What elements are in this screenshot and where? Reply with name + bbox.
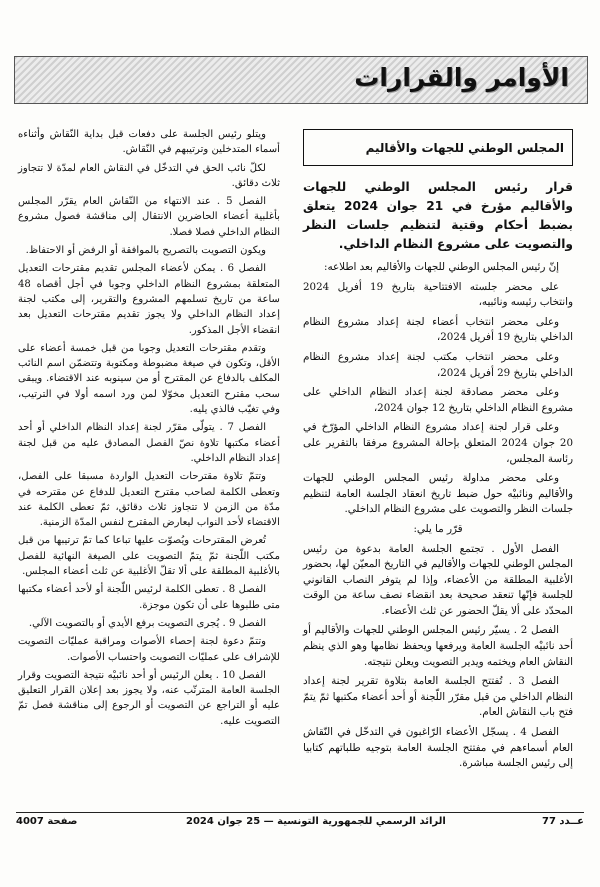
preamble-item: وعلى محضر انتخاب مكتب لجنة إعداد مشروع النظام الداخلي بتاريخ 29 أفريل 2024، xyxy=(303,350,573,379)
section-heading: المجلس الوطني للجهات والأقاليم xyxy=(365,140,564,155)
preamble-item: وعلى محضر مداولة رئيس المجلس الوطني للجهات والأقاليم ونائبيْه حول ضبط تاريخ انعقاد الجلسة العامة لتنظيم جلسات النظر والتصويت على مشروع النظام الداخلي. xyxy=(303,472,573,516)
left-column xyxy=(18,127,280,732)
article-text: الفصل 4 . يسجّل الأعضاء الرّاغبون في التدخّل في النّقاش العام أسماءهم في مفتتح الجلسة العامة بتوجيه طلباتهم كتابيا إلى رئيس الجلسة مباشرة. xyxy=(303,726,573,770)
preamble-item: على محضر جلسته الافتتاحية بتاريخ 19 أفريل 2024 وانتخاب رئيسه ونائبيه، xyxy=(303,280,573,309)
right-column xyxy=(303,129,573,776)
article-text: تُعرض المقترحات ويُصوّت عليها تباعا كما تمّ ترتيبها من قبل مكتب اللّجنة ثمّ يتمّ التصويت على الصيغة النهائية للفصل بالأغلبية المطلقة على ألا تقلّ الأغلبية عن ثلث أعضاء المجلس. xyxy=(18,535,280,578)
issue-number: عــدد 77 xyxy=(542,816,584,827)
section-banner xyxy=(14,56,588,104)
footer-divider xyxy=(16,812,584,813)
article-text: الفصل 5 . عند الانتهاء من النّقاش العام يقرّر المجلس بأغلبية أعضاء الحاضرين الانتقال إلى مناقشة فصول مشروع النظام الداخلي فصلا فصلا. xyxy=(18,196,280,238)
article-text: لكلّ نائب الحق في التدخّل في النقاش العام لمدّة لا تتجاوز ثلاث دقائق. xyxy=(18,162,280,189)
preamble-item: وعلى قرار لجنة إعداد مشروع النظام الداخلي المؤرّخ في 20 جوان 2024 المتعلق بإحالة المشروع مرفقا بالتقرير على رئاسة المجلس، xyxy=(303,421,574,465)
article-text: الفصل 2 . يسيّر رئيس المجلس الوطني للجهات والأقاليم أو أحد نائبيْه الجلسة العامة ويرفعها ويحفظ نظامها وهو الذي ينظم النقاش العام ويختمه ويدير التصويت ويعلن نتيجته. xyxy=(303,624,573,668)
article-text: الفصل 6 . يمكن لأعضاء المجلس تقديم مقترحات التعديل المتعلقة بمشروع النظام الداخلي وجوبا في أجل أقصاه 48 ساعة من تاريخ تسلمهم المشروع والتقرير، إلى مكتب لجنة إعداد النظام الداخلي ولا يجوز تقديم مقترحات التعديل بعد انقضاء الأجل المذكور. xyxy=(18,263,280,336)
article-text: وتتمّ تلاوة مقترحات التعديل الواردة مسبقا على الفصل، وتعطى الكلمة لصاحب مقترح التعديل للدفاع عن مقترحه في مدّة من الزمن لا تتجاوز ثلاث دقائق، ثمّ تعطى الكلمة عند الاقتضاء لأحد النواب ليعارض المقترح لنفس المدّة الزمنية. xyxy=(18,471,280,529)
journal-title: الرائد الرسمي للجمهورية التونسية — 25 جوان 2024 xyxy=(186,816,446,827)
article-text: وتتمّ دعوة لجنة إحصاء الأصوات ومراقبة عمليّات التصويت للإشراف على عمليّات التصويت واحتساب الأصوات. xyxy=(18,636,280,663)
preamble-item: وعلى محضر مصادقة لجنة إعداد النظام الداخلي على مشروع النظام الداخلي بتاريخ 12 جوان 2024، xyxy=(303,386,573,414)
preamble-intro: إنّ رئيس المجلس الوطني للجهات والأقاليم بعد اطلاعه: xyxy=(324,261,559,273)
article-text: الفصل 7 . يتولّى مقرّر لجنة إعداد النظام الداخلي أو أحد أعضاء مكتبها تلاوة نصّ الفصل المصادق عليه من قبل لجنة إعداد النظام الداخلي. xyxy=(18,422,280,464)
page-footer xyxy=(16,816,584,836)
article-text: الفصل 8 . تعطى الكلمة لرئيس اللّجنة أو لأحد أعضاء مكتبها متى طلبوها على أن تكون موجزة. xyxy=(18,584,280,611)
article-text: ويتلو رئيس الجلسة على دفعات قبل بداية النّقاش وأثناءه أسماء المتدخلين وترتيبهم في النّقاش. xyxy=(18,129,280,156)
decides-line: قرّر ما يلي: xyxy=(413,522,463,535)
article-text: الفصل 10 . يعلن الرئيس أو أحد نائبيْه نتيجة التصويت وقرار الجلسة العامة المترتّب عنه، ولا يجوز بعد إعلان القرار التعليق عليه أو التراجع عن التصويت أو الرجوع إلى مناقشة فصل تمّ التصويت عليه. xyxy=(18,669,280,727)
article-text: ويكون التصويت بالتصريح بالموافقة أو الرفض أو الاحتفاظ. xyxy=(25,245,266,257)
article-text: الفصل 9 . يُجرى التصويت برفع الأيدي أو بالتصويت الآلي. xyxy=(28,617,266,629)
section-heading-box xyxy=(303,129,573,166)
page-number: صفحة 4007 xyxy=(16,816,78,827)
article-text: الفصل 3 . تُفتتح الجلسة العامة بتلاوة تقرير لجنة إعداد النظام الداخلي من قبل مقرّر اللّجنة أو أحد أعضاء مكتبها ثمّ يتمّ فتح باب النقاش العام. xyxy=(303,675,573,719)
article-text: الفصل الأول . تجتمع الجلسة العامة بدعوة من رئيس المجلس الوطني للجهات والأقاليم في التاريخ المعيّن لها، بحضور الأغلبية المطلقة من الأعضاء، وإذا لم يتوفر النصاب القانوني للجلسة فإنّها تنعقد صحيحة بعد انقضاء نصف ساعة من الوقت المحدّد على ألا يقلّ الحضور عن ثلث الأعضاء. xyxy=(303,542,573,617)
preamble-item: وعلى محضر انتخاب أعضاء لجنة إعداد مشروع النظام الداخلي بتاريخ 19 أفريل 2024، xyxy=(303,315,573,344)
banner-title: الأوامر والقرارات xyxy=(354,63,569,92)
article-text: وتقدم مقترحات التعديل وجوبا من قبل خمسة أعضاء على الأقل، وتكون في صيغة مضبوطة ومكتوبة وتتضمّن اسم النائب المكلف بالدفاع عن المقترح أو من سينوبه عند الاقتضاء. ويبقى سحب مقترح التعديل مخوّلا لمن ورد اسمه أولا في الترتيب، وفي تغيّب فالذي يليه. xyxy=(18,342,280,416)
decision-title: قرار رئيس المجلس الوطني للجهات والأقاليم مؤرخ في 21 جوان 2024 يتعلق بضبط أحكام وقتية لتنظيم جلسات النظر والتصويت على مشروع النظام الداخلي. xyxy=(303,180,573,251)
